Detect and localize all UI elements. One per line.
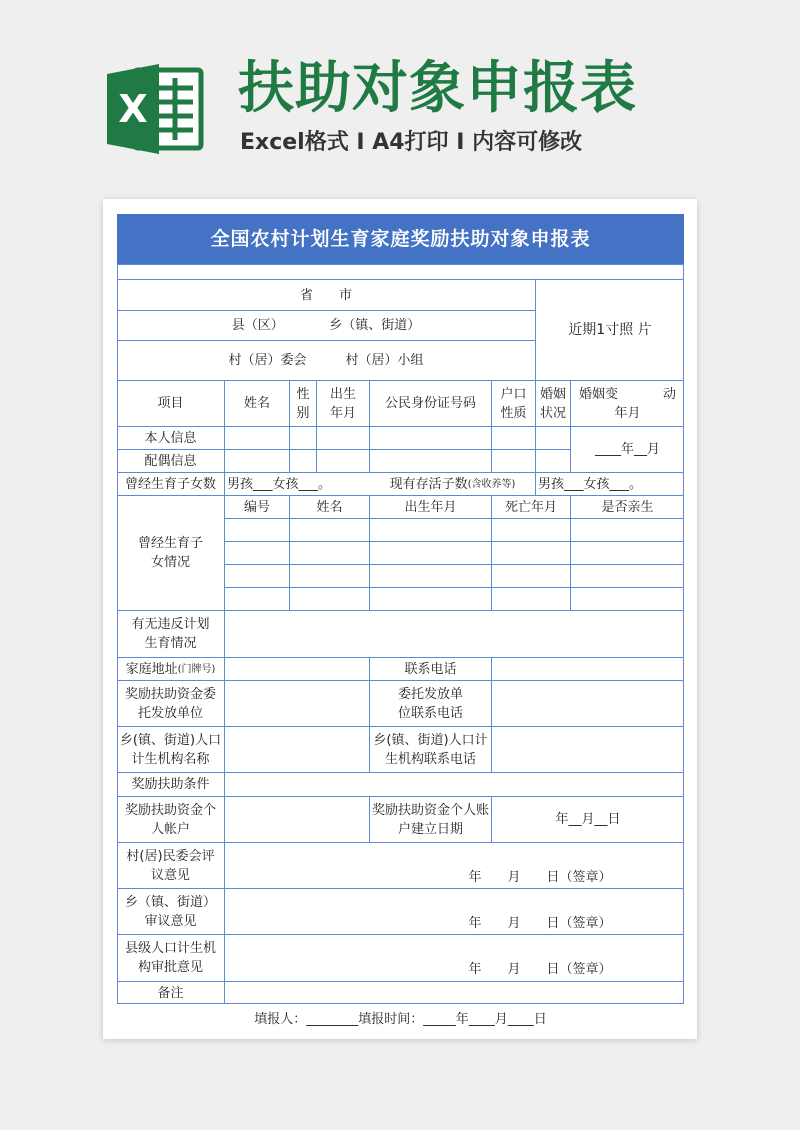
province-city-cell: 省 市 (299, 287, 352, 303)
col-name: 姓名 (243, 396, 270, 411)
children-col-birth: 出生年月 (404, 499, 457, 515)
logo-letter: X (118, 87, 148, 131)
town-opinion-label: 乡（镇、街道）审议意见 (124, 894, 216, 929)
born-count-label: 曾经生育子女数 (124, 476, 216, 492)
col-birth: 出生年月 (329, 386, 356, 421)
home-address-text: 家庭地址 (125, 661, 178, 677)
town-opinion-sign: 年 月 日（签章） (468, 915, 612, 931)
children-col-death: 死亡年月 (504, 499, 557, 515)
town-org-label: 乡(镇、街道)人口计生机构名称 (119, 732, 222, 767)
col-id-number: 公民身份证号码 (384, 396, 476, 411)
page-subtitle: Excel格式 Ⅰ A4打印 Ⅰ 内容可修改 (240, 130, 583, 155)
col-marital-change-a: 婚姻变 (579, 386, 619, 402)
account-date-label: 奖励扶助资金个人账户建立日期 (371, 802, 489, 837)
col-household: 户口性质 (500, 386, 527, 421)
home-address-label (117, 658, 224, 680)
living-count-label (370, 473, 535, 495)
row-spouse: 配偶信息 (144, 453, 197, 469)
living-count-note: (含收养等) (467, 478, 516, 490)
living-count-value: 男孩___女孩___。 (538, 476, 643, 492)
col-marital-change (571, 381, 684, 426)
children-col-name: 姓名 (316, 499, 343, 515)
photo-placeholder: 近期1寸照 片 (568, 321, 652, 338)
form-title: 全国农村计划生育家庭奖励扶助对象申报表 (117, 214, 684, 264)
phone-label: 联系电话 (404, 661, 457, 677)
account-date-value: 年__月__日 (555, 812, 621, 827)
county-opinion-label: 县级人口计生机构审批意见 (124, 941, 216, 975)
children-col-biological: 是否亲生 (601, 499, 654, 515)
children-col-no: 编号 (243, 499, 270, 515)
col-marital-change-b: 动 (662, 386, 676, 402)
col-marital: 婚姻状况 (539, 386, 566, 421)
account-label: 奖励扶助资金个人帐户 (124, 802, 216, 837)
col-item: 项目 (157, 396, 184, 411)
village-opinion-sign: 年 月 日（签章） (468, 869, 612, 885)
remark-label: 备注 (157, 985, 184, 1001)
born-count-value: 男孩___女孩___。 (227, 476, 332, 492)
fund-unit-label: 奖励扶助资金委托发放单位 (124, 686, 216, 721)
county-town-cell: 县（区） 乡（镇、街道） (231, 318, 421, 333)
col-marital-change-c: 年月 (614, 405, 641, 421)
county-opinion-sign: 年 月 日（签章） (468, 961, 612, 977)
town-org-phone-label: 乡(镇、街道)人口计生机构联系电话 (373, 732, 488, 767)
violation-label: 有无违反计划生育情况 (131, 617, 210, 651)
form-footer: 填报人：________填报时间：_____年____月____日 (254, 1011, 547, 1027)
page-title: 扶助对象申报表 (238, 56, 637, 121)
village-opinion-label: 村(居)民委会评议意见 (126, 848, 215, 883)
fund-unit-phone-label: 委托发放单位联系电话 (397, 686, 463, 721)
row-self: 本人信息 (144, 430, 197, 446)
conditions-label: 奖励扶助条件 (131, 777, 210, 792)
living-count-text: 现有存活子数 (389, 476, 468, 492)
village-cell: 村（居）委会 村（居）小组 (228, 353, 424, 368)
col-gender: 性别 (296, 386, 310, 421)
home-address-note: (门牌号) (177, 663, 216, 675)
marital-change-date: ____年__月 (594, 442, 660, 457)
children-label: 曾经生育子女情况 (137, 536, 203, 570)
